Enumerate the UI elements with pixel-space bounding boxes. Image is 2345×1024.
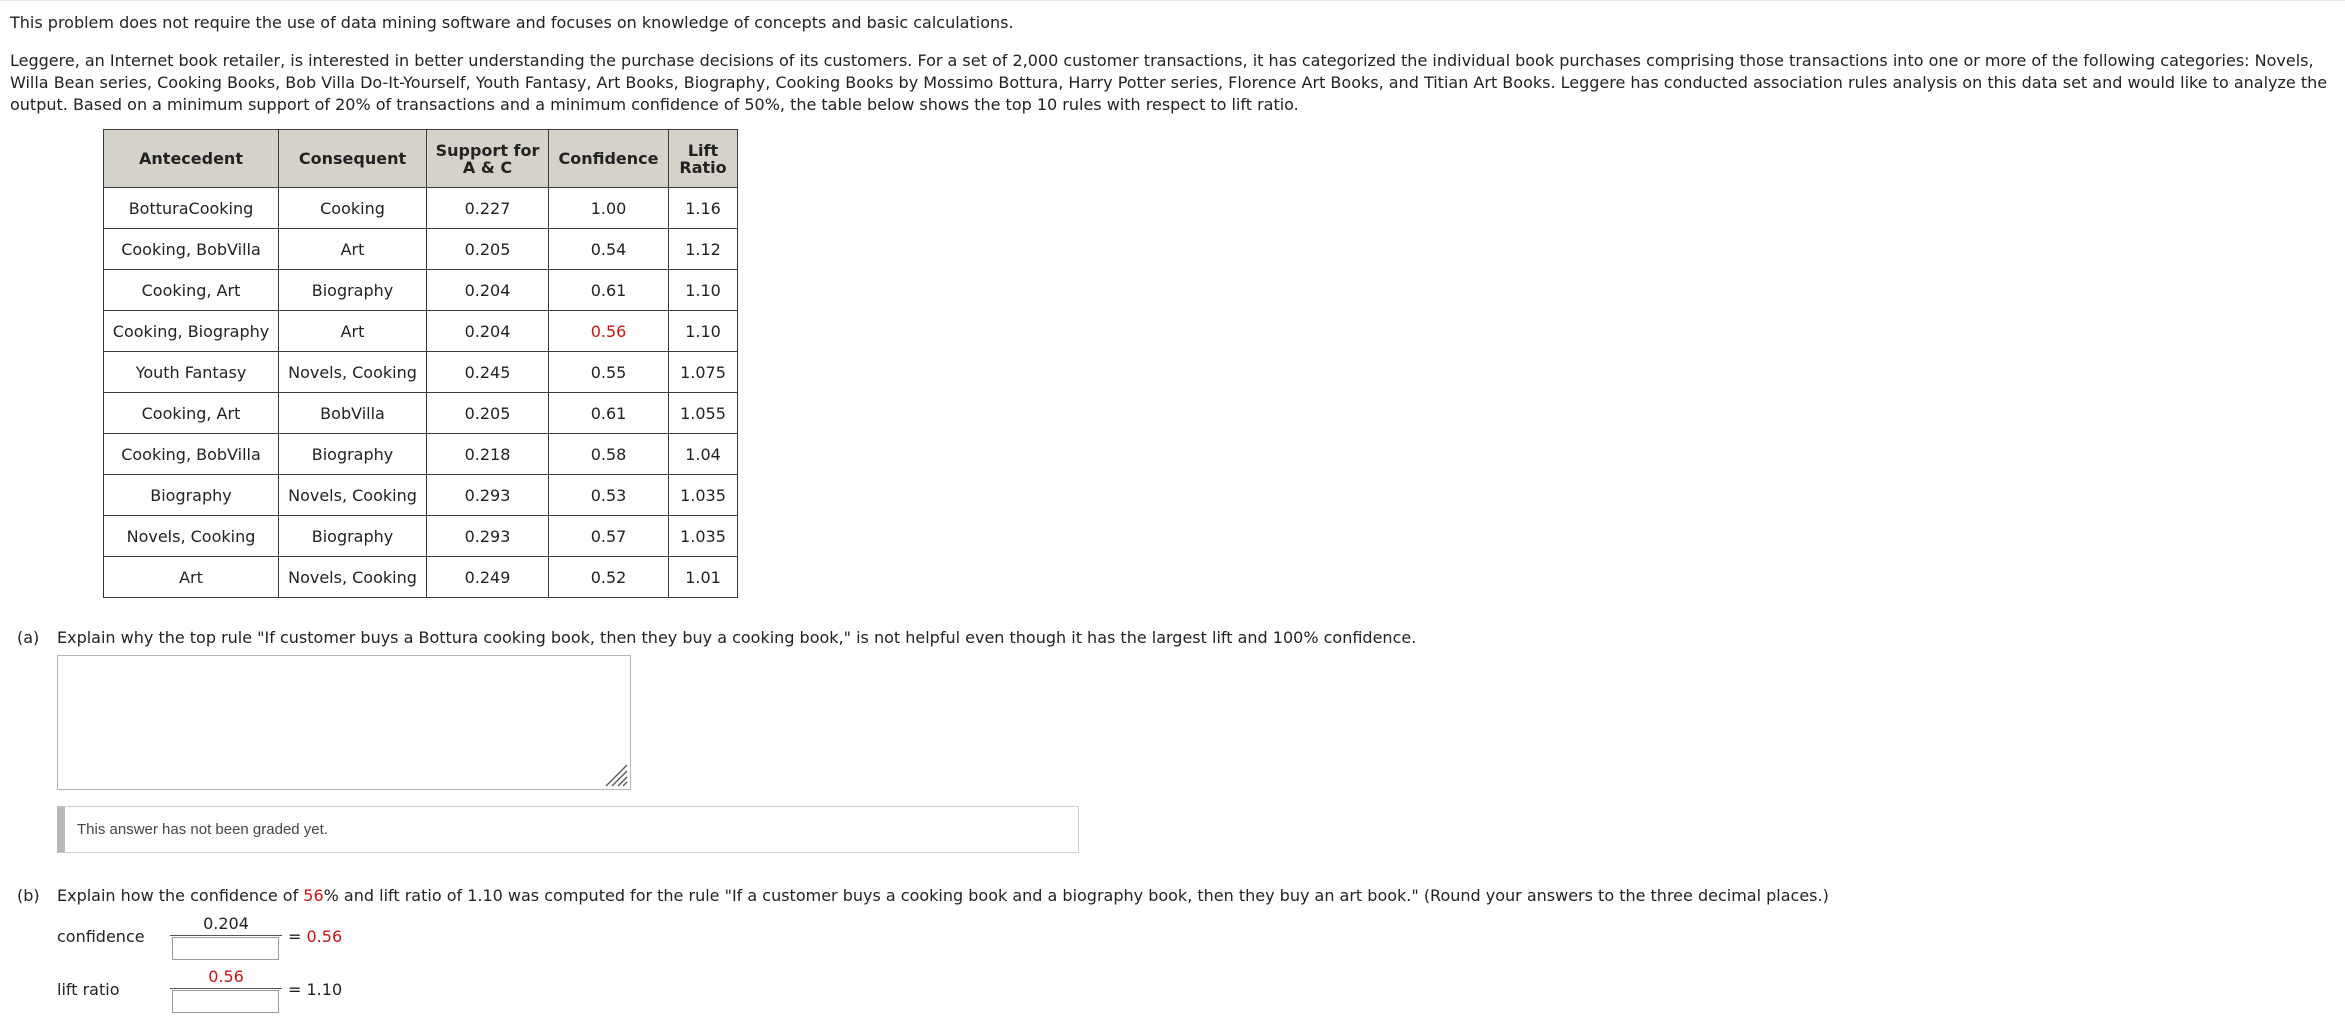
intro-text: This problem does not require the use of data mining software and focuses on knowledge of concepts and basic calculations. <box>10 13 1014 32</box>
cell-antecedent: Art <box>104 557 279 598</box>
cell-antecedent: Novels, Cooking <box>104 516 279 557</box>
lift-denominator-input[interactable] <box>172 990 279 1013</box>
cell-antecedent: Cooking, BobVilla <box>104 229 279 270</box>
cell-support: 0.293 <box>427 475 549 516</box>
cell-confidence: 0.61 <box>549 393 669 434</box>
cell-support: 0.204 <box>427 311 549 352</box>
lift-equals-sign: = <box>288 980 302 999</box>
header-lift-line1: Lift <box>687 140 719 160</box>
cell-lift: 1.035 <box>669 516 738 557</box>
cell-lift: 1.16 <box>669 188 738 229</box>
table-row <box>104 516 738 557</box>
header-confidence: Confidence <box>549 130 669 188</box>
cell-consequent: Novels, Cooking <box>279 557 427 598</box>
header-lift <box>669 130 738 188</box>
confidence-denominator-input[interactable] <box>172 937 279 960</box>
table-row <box>104 475 738 516</box>
cell-lift: 1.04 <box>669 434 738 475</box>
cell-antecedent: Biography <box>104 475 279 516</box>
cell-antecedent: Cooking, Art <box>104 393 279 434</box>
cell-support: 0.249 <box>427 557 549 598</box>
cell-confidence: 0.61 <box>549 270 669 311</box>
part-b-label: (b) <box>17 886 40 905</box>
cell-lift: 1.055 <box>669 393 738 434</box>
cell-consequent: Cooking <box>279 188 427 229</box>
confidence-result <box>288 927 342 946</box>
cell-consequent: BobVilla <box>279 393 427 434</box>
resize-handle-icon[interactable] <box>602 761 628 787</box>
confidence-fraction-bar <box>170 935 282 936</box>
table-row <box>104 188 738 229</box>
lift-result-value: 1.10 <box>306 980 343 999</box>
lift-ratio-label: lift ratio <box>57 980 120 999</box>
cell-confidence: 0.53 <box>549 475 669 516</box>
part-b-question-start: Explain how the confidence of <box>57 886 304 905</box>
table-row <box>104 393 738 434</box>
cell-support: 0.204 <box>427 270 549 311</box>
cell-antecedent: Cooking, Biography <box>104 311 279 352</box>
part-a-answer-textarea[interactable] <box>57 655 631 790</box>
cell-support: 0.205 <box>427 229 549 270</box>
cell-consequent: Art <box>279 311 427 352</box>
cell-support: 0.205 <box>427 393 549 434</box>
confidence-numerator: 0.204 <box>203 914 249 933</box>
cell-lift: 1.12 <box>669 229 738 270</box>
part-b-question-end: % and lift ratio of 1.10 was computed for the rule "If a customer buys a cooking book and a biography book, then they buy an art book." (Round your answers to the three decimal places.) <box>323 886 1829 905</box>
header-support <box>427 130 549 188</box>
cell-support: 0.218 <box>427 434 549 475</box>
cell-lift: 1.10 <box>669 311 738 352</box>
part-a-label: (a) <box>17 628 40 647</box>
cell-confidence: 0.55 <box>549 352 669 393</box>
header-lift-line2: Ratio <box>679 157 727 177</box>
cell-support: 0.245 <box>427 352 549 393</box>
part-b-question <box>57 886 1829 905</box>
lift-fraction-bar <box>170 988 282 989</box>
cell-antecedent: BotturaCooking <box>104 188 279 229</box>
lift-numerator: 0.56 <box>208 967 244 986</box>
cell-antecedent: Cooking, Art <box>104 270 279 311</box>
cell-confidence: 0.54 <box>549 229 669 270</box>
confidence-equals-sign: = <box>288 927 302 946</box>
cell-consequent: Biography <box>279 270 427 311</box>
table-row <box>104 557 738 598</box>
header-antecedent: Antecedent <box>104 130 279 188</box>
cell-confidence: 0.58 <box>549 434 669 475</box>
confidence-result-value: 0.56 <box>306 927 343 946</box>
part-a-question: Explain why the top rule "If customer buys a Bottura cooking book, then they buy a cooking book," is not helpful even though it has the largest lift and 100% confidence. <box>57 628 1417 647</box>
association-rules-table <box>103 129 738 598</box>
cell-support: 0.227 <box>427 188 549 229</box>
cell-consequent: Biography <box>279 516 427 557</box>
cell-lift: 1.075 <box>669 352 738 393</box>
cell-consequent: Novels, Cooking <box>279 352 427 393</box>
cell-lift: 1.10 <box>669 270 738 311</box>
cell-confidence: 0.52 <box>549 557 669 598</box>
cell-confidence: 1.00 <box>549 188 669 229</box>
cell-support: 0.293 <box>427 516 549 557</box>
grading-status-message: This answer has not been graded yet. <box>57 806 1079 853</box>
cell-antecedent: Youth Fantasy <box>104 352 279 393</box>
problem-description: Leggere, an Internet book retailer, is interested in better understanding the purchase decisions of its customers. For a set of 2,000 customer transactions, it has categorized the individual book purchases comprising those transactions into one or more of the following categories: Novels, Willa Bean series, Cooking Books, Bob Villa Do-It-Yourself, Youth Fantasy, Art Books, Biography, Cooking Books by Mossimo Bottura, Harry Potter series, Florence Art Books, and Titian Art Books. Leggere has conducted association rules analysis on this data set and would like to analyze the output. Based on a minimum support of 20% of transactions and a minimum confidence of 50%, the table below shows the top 10 rules with respect to lift ratio. <box>10 51 2328 114</box>
cell-confidence: 0.57 <box>549 516 669 557</box>
top-divider <box>0 0 2345 1</box>
table-row <box>104 229 738 270</box>
header-support-line1: Support for <box>435 140 540 160</box>
part-b-question-highlight: 56 <box>303 886 324 905</box>
cell-consequent: Novels, Cooking <box>279 475 427 516</box>
lift-result <box>288 980 342 999</box>
cell-consequent: Biography <box>279 434 427 475</box>
table-header-row <box>104 130 738 188</box>
table-row <box>104 434 738 475</box>
header-consequent: Consequent <box>279 130 427 188</box>
table-row <box>104 270 738 311</box>
cell-lift: 1.01 <box>669 557 738 598</box>
header-support-line2: A & C <box>462 157 513 177</box>
cell-confidence-highlighted: 0.56 <box>549 311 669 352</box>
cell-lift: 1.035 <box>669 475 738 516</box>
table-row <box>104 311 738 352</box>
table-row <box>104 352 738 393</box>
cell-consequent: Art <box>279 229 427 270</box>
confidence-label: confidence <box>57 927 145 946</box>
cell-antecedent: Cooking, BobVilla <box>104 434 279 475</box>
